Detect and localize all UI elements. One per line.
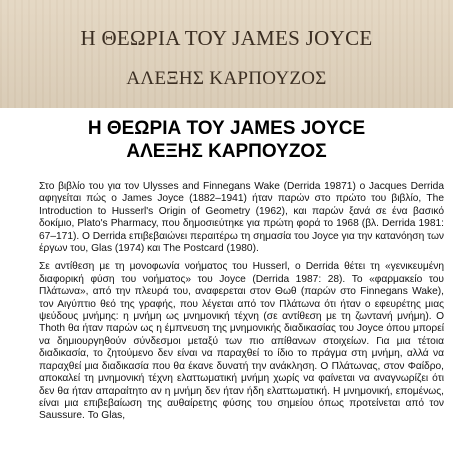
paragraph-1: Στο βιβλίο του για τον Ulysses and Finnegans Wake (Derrida 19871) ο Jacques Derrida αφηγείται πώς ο James Joyce (1882–1941) ήταν παρών στο πρώτο του βιβλίο, The Introduction to Husserl's Origin of Geometry (1962), και παρών ξανά σε ένα βασικό δοκίμιο, Plato's Pharmacy, που δημοσιεύτηκε για πρώτη φορά το 1968 (βλ. Derrida 1981: 67–171). Ο Derrida επιβεβαιώνει περαιτέρω τη σημασία του Joyce για την κατανόηση των έργων του, Glas (1974) και The Postcard (1980).: [39, 181, 444, 255]
body-text: [39, 181, 444, 429]
paragraph-2: Σε αντίθεση με τη μονοφωνία νοήματος του Husserl, ο Derrida θέτει τη «γενικευμένη διαφορική φύση του νοήματος» του Joyce (Derrida 1987: 28). Το «φαρμακείο του Πλάτωνα», από την πλευρά του, αναφερεται στον Θωθ (παρών στο Finnegans Wake), τον Αιγύπτιο θεό της γραφής, που λέγεται από τον Πλάτωνα ότι ήταν ο εφευρέτης μιας ψεύδους μνήμης: η μνήμη ως μνημονική τέχνη (σε αντίθεση με τη ζωντανή μνήμη). Ο Thoth θα ήταν παρών ως η έμπνευση της μνημονικής διαδικασίας του Joyce όπου μπορεί να δημιουργηθούν σύνδεσμοι μεταξύ των πιο απίθανων στοιχείων. Για μια τέτοια διαδικασία, το ζητούμενο δεν είναι να παραχθεί το ίδιο το πράγμα στη μνήμη, αλλά να παραχθεί μια διαδικασία που θα έκανε δυνατή την ανάκληση. Ο Πλάτωνας, στον Φαίδρο, αποκαλεί τη μνημονική τέχνη ελαττωματική μνήμη χωρίς να φαίνεται να αναγνωρίζει ότι δεν θα ήταν απαραίτητο αν η μνήμη δεν ήταν ήδη ελαττωματική. Η μνημονική, επομένως, είναι μια επιβεβαίωση της αυθαίρετης φύσης του σημείου όπως προτείνεται από τον Saussure. Το Glas,: [39, 261, 444, 422]
banner-author: ΑΛΕΞΗΣ ΚΑΡΠΟΥΖΟΣ: [126, 68, 327, 89]
document-author: ΑΛΕΞΗΣ ΚΑΡΠΟΥΖΟΣ: [126, 141, 327, 162]
cover-banner: [0, 0, 453, 108]
banner-title: Η ΘΕΩΡΙΑ ΤΟΥ JAMES JOYCE: [80, 26, 373, 50]
document-title: Η ΘΕΩΡΙΑ ΤΟΥ JAMES JOYCE: [87, 118, 366, 139]
